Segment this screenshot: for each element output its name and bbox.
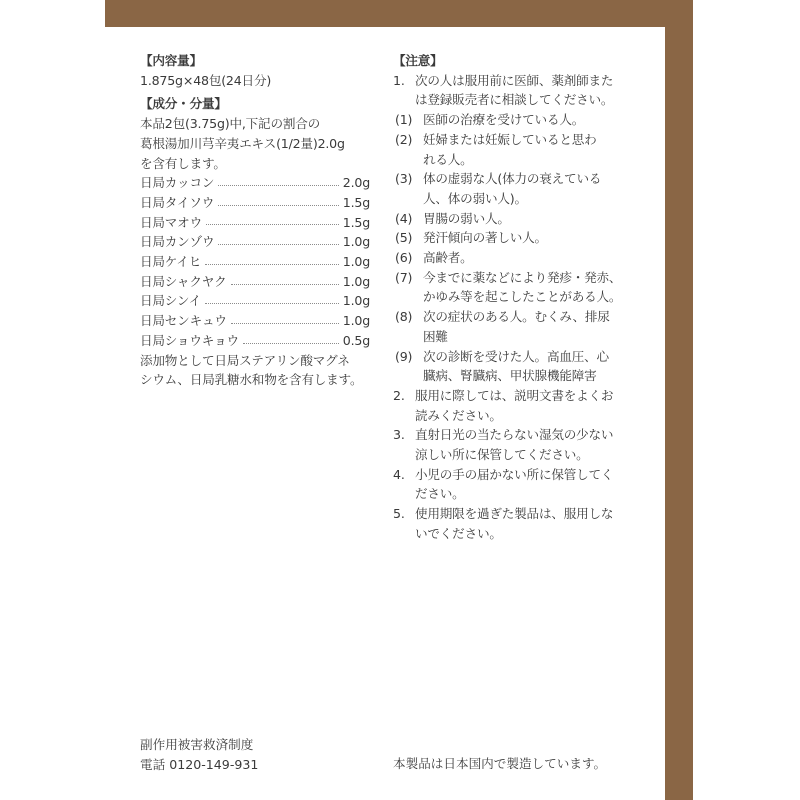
caution-heading: 【注意】 — [393, 53, 443, 68]
ingredients-intro-line: 本品2包(3.75g)中,下記の割合の — [140, 116, 321, 132]
ingredient-list — [140, 173, 370, 350]
caution-line: 次の症状のある人。むくみ、排尿 — [423, 309, 610, 325]
additives-line: 添加物として日局ステアリン酸マグネ — [140, 352, 350, 368]
sub-item-number: (5) — [395, 230, 413, 246]
caution-sub-item — [393, 248, 648, 268]
relief-system-title: 副作用被害救済制度 — [140, 737, 254, 752]
caution-line: 読みください。 — [415, 407, 502, 423]
right-brown-band — [665, 0, 693, 800]
ingredient-name: 日局ショウキョウ — [140, 332, 239, 348]
ingredient-name: 日局タイソウ — [140, 194, 215, 210]
ingredient-name: 日局カンゾウ — [140, 234, 215, 250]
ingredient-row — [140, 331, 370, 351]
caution-line: 発汗傾向の著しい人。 — [423, 230, 547, 246]
caution-sub-item — [393, 209, 648, 229]
ingredient-row — [140, 232, 370, 252]
ingredient-row — [140, 272, 370, 292]
ingredient-amount: 1.0g — [342, 273, 370, 289]
ingredient-row — [140, 213, 370, 233]
caution-line: 困難 — [423, 328, 448, 344]
content-heading: 【内容量】 — [140, 53, 202, 68]
right-column — [393, 51, 648, 544]
caution-item-number: 2. — [393, 387, 405, 403]
ingredient-row — [140, 193, 370, 213]
ingredient-row — [140, 311, 370, 331]
caution-item-number: 4. — [393, 466, 405, 482]
ingredients-heading: 【成分・分量】 — [140, 96, 227, 112]
ingredient-amount: 1.0g — [342, 293, 370, 309]
package-text-panel — [107, 27, 665, 800]
sub-item-number: (6) — [395, 250, 413, 266]
caution-item-number: 1. — [393, 72, 405, 88]
sub-item-number: (2) — [395, 131, 413, 147]
caution-line: 今までに薬などにより発疹・発赤、 — [423, 269, 622, 285]
caution-sub-item — [393, 228, 648, 248]
ingredient-name: 日局ケイヒ — [140, 254, 202, 270]
caution-line: 使用期限を過ぎた製品は、服用しな — [415, 506, 614, 522]
ingredient-amount: 1.5g — [342, 214, 370, 230]
caution-item-number: 3. — [393, 427, 405, 443]
caution-sub-item — [393, 307, 648, 346]
caution-sub-item — [393, 268, 648, 307]
caution-sub-item — [393, 130, 648, 169]
ingredient-row — [140, 252, 370, 272]
ingredient-amount: 1.0g — [342, 234, 370, 250]
caution-line: 臓病、腎臓病、甲状腺機能障害 — [423, 368, 597, 384]
caution-sub-item — [393, 347, 648, 386]
sub-item-number: (7) — [395, 269, 413, 285]
ingredients-intro-line: を含有します。 — [140, 155, 226, 171]
ingredients-intro-line: 葛根湯加川芎辛夷エキス(1/2量)2.0g — [140, 135, 345, 151]
caution-item — [393, 425, 648, 464]
caution-item — [393, 71, 648, 110]
sub-item-number: (9) — [395, 348, 413, 364]
caution-line: 服用に際しては、説明文書をよくお — [415, 387, 614, 403]
ingredient-amount: 1.0g — [342, 254, 370, 270]
caution-line: 涼しい所に保管してください。 — [415, 447, 589, 463]
sub-item-number: (8) — [395, 309, 413, 325]
caution-line: 直射日光の当たらない湿気の少ない — [415, 427, 614, 443]
caution-line: 小児の手の届かない所に保管してく — [415, 466, 614, 482]
caution-line: 体の虚弱な人(体力の衰えている — [423, 171, 602, 187]
caution-line: 次の診断を受けた人。高血圧、心 — [423, 348, 609, 364]
caution-line: 胃腸の弱い人。 — [423, 210, 510, 226]
ingredient-name: 日局マオウ — [140, 214, 202, 230]
ingredient-row — [140, 173, 370, 193]
top-brown-band — [105, 0, 693, 27]
left-column — [140, 51, 370, 390]
caution-line: ださい。 — [415, 486, 465, 502]
caution-line: は登録販売者に相談してください。 — [415, 92, 614, 108]
caution-line: 高齢者。 — [423, 250, 473, 266]
caution-line: 次の人は服用前に医師、薬剤師また — [415, 72, 614, 88]
ingredient-amount: 0.5g — [342, 332, 370, 348]
caution-item — [393, 504, 648, 543]
sub-item-number: (1) — [395, 112, 413, 128]
ingredient-name: 日局シンイ — [140, 293, 202, 309]
caution-line: 医師の治療を受けている人。 — [423, 112, 585, 128]
caution-item — [393, 386, 648, 425]
relief-system-block — [140, 735, 258, 774]
relief-system-phone: 電話 0120-149-931 — [140, 756, 259, 772]
sub-item-number: (4) — [395, 210, 413, 226]
ingredient-name: 日局シャクヤク — [140, 273, 227, 289]
ingredient-name: 日局カッコン — [140, 175, 215, 191]
ingredient-name: 日局センキュウ — [140, 313, 227, 329]
ingredient-amount: 1.0g — [342, 313, 370, 329]
additives-line: シウム、日局乳糖水和物を含有します。 — [140, 372, 363, 388]
sub-item-number: (3) — [395, 171, 413, 187]
caution-line: いでください。 — [415, 525, 502, 541]
ingredient-amount: 2.0g — [342, 175, 370, 191]
ingredient-row — [140, 291, 370, 311]
caution-line: 妊婦または妊娠していると思わ — [423, 131, 597, 147]
caution-item — [393, 465, 648, 504]
ingredient-amount: 1.5g — [342, 194, 370, 210]
caution-line: かゆみ等を起こしたことがある人。 — [423, 289, 622, 305]
caution-sub-item — [393, 110, 648, 130]
caution-sub-item — [393, 169, 648, 208]
caution-line: れる人。 — [423, 151, 473, 167]
caution-line: 人、体の弱い人)。 — [423, 190, 527, 206]
caution-item-number: 5. — [393, 506, 405, 522]
content-value: 1.875g×48包(24日分) — [140, 72, 272, 88]
made-in-japan-note: 本製品は日本国内で製造しています。 — [393, 756, 607, 771]
